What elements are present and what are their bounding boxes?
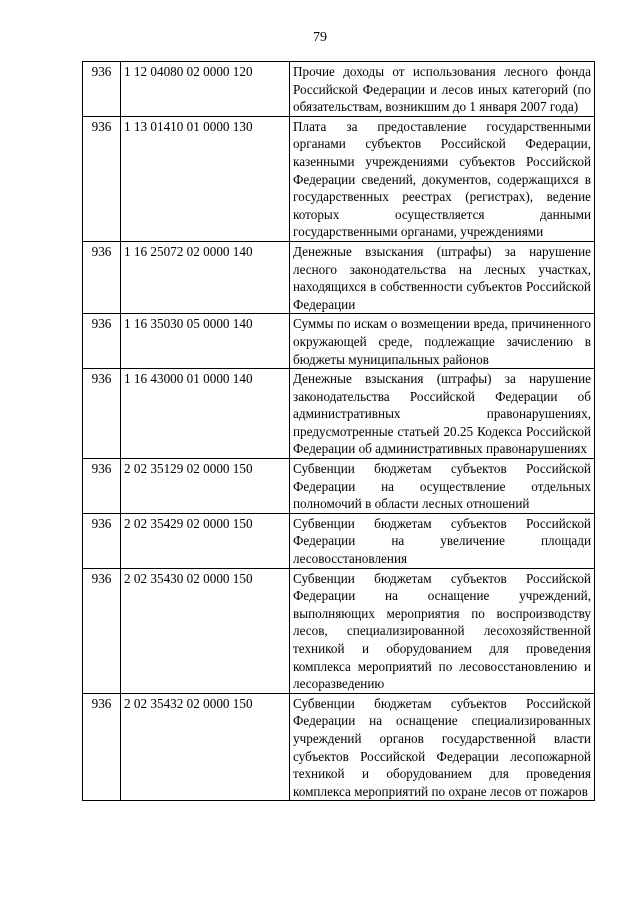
revenue-code-cell: 1 13 01410 01 0000 130 xyxy=(121,116,290,241)
revenue-code-cell: 1 16 43000 01 0000 140 xyxy=(121,369,290,459)
table-row xyxy=(83,369,595,459)
revenue-code-cell: 2 02 35129 02 0000 150 xyxy=(121,459,290,514)
admin-code-cell: 936 xyxy=(83,513,121,568)
admin-code-cell: 936 xyxy=(83,459,121,514)
revenue-name-cell: Плата за предоставление государственными органами субъектов Российской Федерации, казенными учреждениями субъектов Российской Федерации сведений, документов, содержащихся в государственных реестрах (регистрах), ведение которых осуществляется данными государственными органами, учреждениями xyxy=(290,116,595,241)
revenue-name-cell: Субвенции бюджетам субъектов Российской Федерации на оснащение учреждений, выполняющих мероприятия по воспроизводству лесов, специализированной лесохозяйственной техникой и оборудованием для проведения комплекса мероприятий по лесовосстановлению и лесоразведению xyxy=(290,568,595,693)
table-row xyxy=(83,459,595,514)
revenue-name-cell: Прочие доходы от использования лесного фонда Российской Федерации и лесов иных категорий (по обязательствам, возникшим до 1 января 2007 года) xyxy=(290,62,595,117)
revenue-name-cell: Денежные взыскания (штрафы) за нарушение лесного законодательства на лесных участках, находящихся в собственности субъектов Российской Федерации xyxy=(290,241,595,313)
revenue-code-cell: 1 12 04080 02 0000 120 xyxy=(121,62,290,117)
revenue-code-cell: 1 16 25072 02 0000 140 xyxy=(121,241,290,313)
admin-code-cell: 936 xyxy=(83,369,121,459)
revenue-code-cell: 2 02 35429 02 0000 150 xyxy=(121,513,290,568)
admin-code-cell: 936 xyxy=(83,568,121,693)
admin-code-cell: 936 xyxy=(83,116,121,241)
table-row xyxy=(83,693,595,801)
revenue-name-cell: Суммы по искам о возмещении вреда, причиненного окружающей среде, подлежащие зачислению в бюджеты муниципальных районов xyxy=(290,314,595,369)
table-row xyxy=(83,62,595,117)
revenue-name-cell: Субвенции бюджетам субъектов Российской Федерации на оснащение специализированных учреждений органов государственной власти субъектов Российской Федерации лесопожарной техникой и оборудованием для проведения комплекса мероприятий по охране лесов от пожаров xyxy=(290,693,595,801)
table-row xyxy=(83,513,595,568)
revenue-code-cell: 2 02 35432 02 0000 150 xyxy=(121,693,290,801)
budget-revenue-table xyxy=(82,61,595,801)
table-row xyxy=(83,314,595,369)
revenue-name-cell: Субвенции бюджетам субъектов Российской Федерации на увеличение площади лесовосстановления xyxy=(290,513,595,568)
table-row xyxy=(83,568,595,693)
revenue-name-cell: Субвенции бюджетам субъектов Российской Федерации на осуществление отдельных полномочий в области лесных отношений xyxy=(290,459,595,514)
admin-code-cell: 936 xyxy=(83,62,121,117)
revenue-code-cell: 2 02 35430 02 0000 150 xyxy=(121,568,290,693)
admin-code-cell: 936 xyxy=(83,241,121,313)
admin-code-cell: 936 xyxy=(83,314,121,369)
admin-code-cell: 936 xyxy=(83,693,121,801)
table-row xyxy=(83,241,595,313)
table-row xyxy=(83,116,595,241)
revenue-name-cell: Денежные взыскания (штрафы) за нарушение законодательства Российской Федерации об административных правонарушениях, предусмотренные статьей 20.25 Кодекса Российской Федерации об административных правонарушениях xyxy=(290,369,595,459)
page-number: 79 xyxy=(313,30,327,45)
revenue-code-cell: 1 16 35030 05 0000 140 xyxy=(121,314,290,369)
